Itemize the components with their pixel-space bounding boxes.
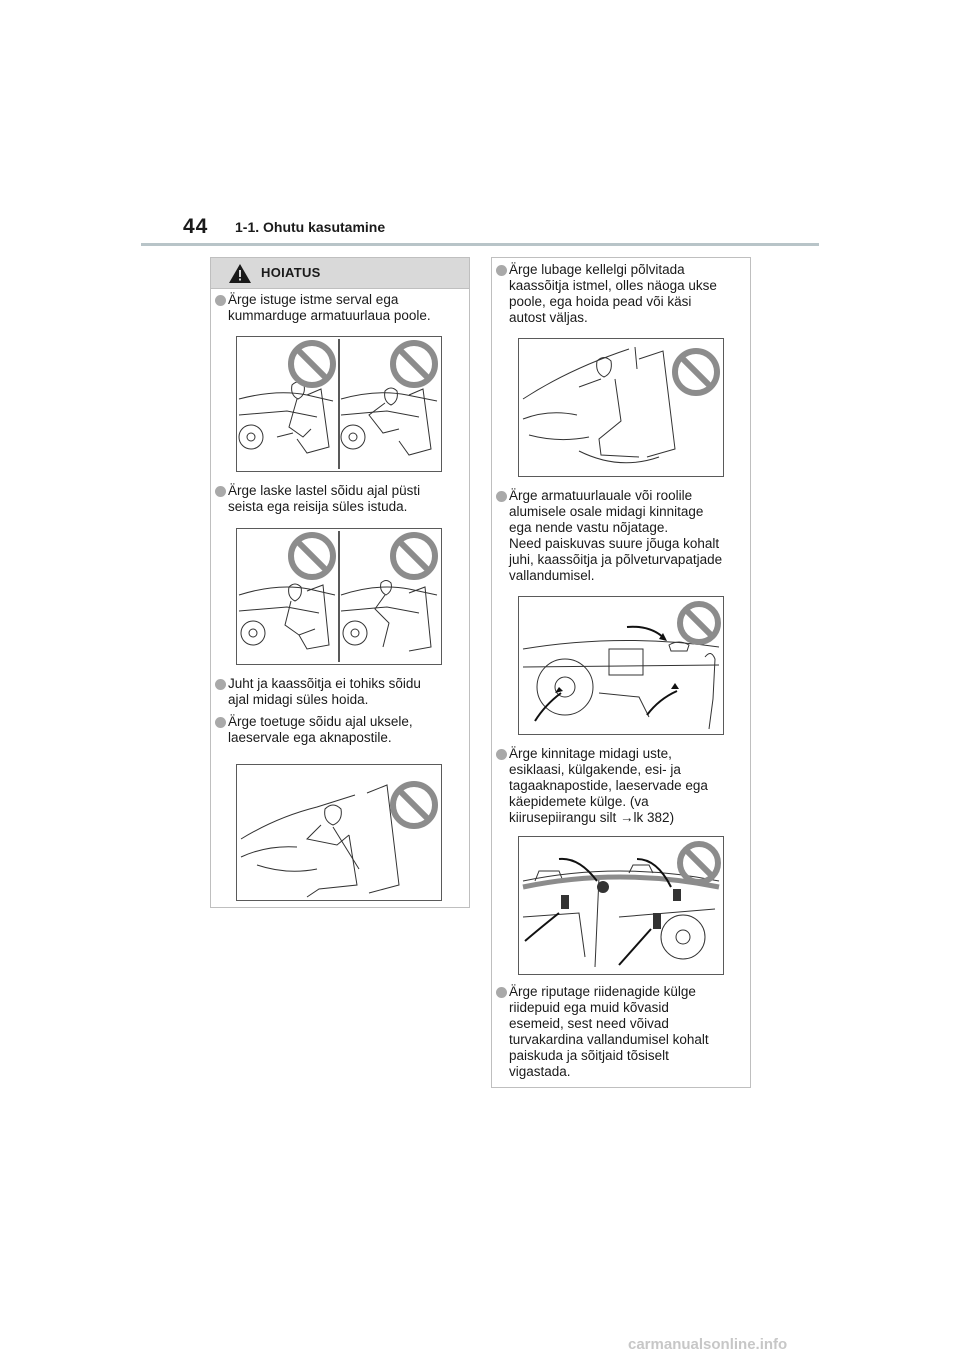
item-text: Ärge lubage kellelgi põlvitada kaassõitja istmel, olles näoga ukse poole, ega hoida pead või käsi autost väljas.: [509, 262, 717, 325]
bullet-icon: [215, 486, 226, 497]
illustration-leaning-forward: [236, 336, 442, 472]
prohibition-sign-icon: [675, 351, 717, 393]
warning-triangle-icon: [228, 263, 252, 284]
item-text: Ärge riputage riidenagide külge riidepuid ega muid kõvasid esemeid, sest need võivad turvakardina vallandumisel kohalt paiskuda ja sõitjaid tõsiselt vigastada.: [509, 984, 709, 1079]
bullet-icon: [496, 265, 507, 276]
illustration-kneeling-on-seat: [518, 338, 724, 477]
prohibition-sign-icon: [393, 343, 435, 385]
list-item: [496, 746, 746, 826]
list-item: [215, 676, 465, 708]
page-number: 44: [183, 215, 209, 238]
bullet-icon: [215, 679, 226, 690]
illustration-items-on-pillars: [518, 836, 724, 975]
bullet-icon: [496, 987, 507, 998]
warning-box: [210, 257, 470, 908]
item-text: Juht ja kaassõitja ei tohiks sõidu ajal midagi süles hoida.: [228, 676, 421, 707]
bullet-icon: [496, 491, 507, 502]
item-text: Ärge toetuge sõidu ajal uksele, laeservale ega aknapostile.: [228, 714, 413, 745]
list-item: [496, 262, 746, 326]
list-item: [215, 714, 465, 746]
list-item: [215, 292, 465, 324]
header-rule: [141, 243, 819, 246]
prohibition-sign-icon: [291, 343, 333, 385]
item-text: Ärge kinnitage midagi uste, esiklaasi, külgakende, esi- ja tagaaknapostide, laeservade ega käepidemete külge. (va kiirusepiirangu silt →lk 382): [509, 746, 708, 825]
illustration-child-standing: [236, 528, 442, 665]
prohibition-sign-icon: [393, 784, 435, 826]
warning-box-continued: [491, 257, 751, 1088]
list-item: [215, 483, 465, 515]
prohibition-sign-icon: [393, 535, 435, 577]
section-title: 1-1. Ohutu kasutamine: [235, 219, 386, 235]
item-text: Ärge istuge istme serval ega kummarduge armatuurlaua poole.: [228, 292, 431, 323]
prohibition-sign-icon: [680, 844, 718, 882]
item-text: Ärge armatuurlauale või roolile alumisele osale midagi kinnitage ega nende vastu nõjatage. Need paiskuvas suure jõuga kohalt juhi, kaassõitja ja põlveturvapatjade vallandumisel.: [509, 488, 723, 583]
item-text: Ärge laske lastel sõidu ajal püsti seista ega reisija süles istuda.: [228, 483, 421, 514]
warning-box-title: HOIATUS: [261, 265, 321, 280]
prohibition-sign-icon: [291, 535, 333, 577]
illustration-leaning-on-door: [236, 764, 442, 901]
prohibition-sign-icon: [680, 604, 718, 642]
illustration-items-on-dashboard: [518, 596, 724, 735]
bullet-icon: [215, 295, 226, 306]
bullet-icon: [215, 717, 226, 728]
watermark: carmanualsonline.info: [628, 1336, 788, 1353]
list-item: [496, 984, 746, 1080]
list-item: [496, 488, 746, 584]
bullet-icon: [496, 749, 507, 760]
warning-box-header: [211, 258, 469, 289]
